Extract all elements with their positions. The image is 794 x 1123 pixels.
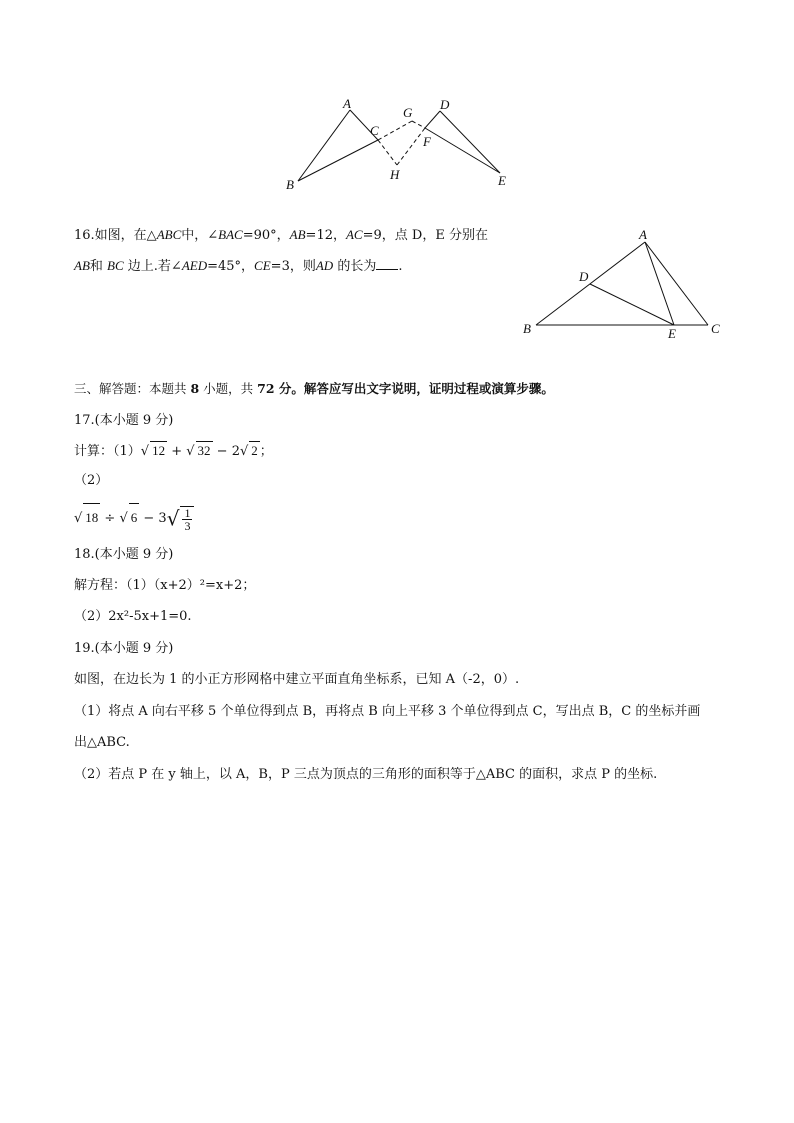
dashed-gf	[412, 121, 425, 128]
segment-df	[425, 111, 440, 128]
segment-ba	[536, 242, 645, 325]
label-a: A	[343, 96, 351, 111]
label-a: A	[639, 227, 647, 242]
q19-part1-line1: （1）将点 A 向右平移 5 个单位得到点 B，再将点 B 向上平移 3 个单位得到点 C，写出点 B，C 的坐标并画	[74, 704, 701, 719]
q18-part2: （2）2x²-5x+1=0.	[74, 609, 192, 624]
label-h: H	[390, 167, 400, 182]
answer-blank	[376, 257, 398, 270]
q18-part1: 解方程：（1）（x+2）²=x+2；	[74, 578, 256, 593]
segment-ac	[645, 242, 708, 325]
q17-title: 17.(本小题 9 分)	[74, 413, 174, 428]
label-f: F	[423, 134, 431, 149]
q16-line1: 16.如图，在△ABC中，∠BAC=90°，AB=12，AC=9，点 D，E 分别在	[74, 227, 488, 243]
q19-part2: （2）若点 P 在 y 轴上，以 A，B，P 三点为顶点的三角形的面积等于△ABC 的面积，求点 P 的坐标.	[74, 767, 658, 782]
label-e: E	[498, 173, 506, 188]
dashed-cg	[378, 121, 412, 140]
figure-two-triangles	[280, 95, 520, 195]
q17-part2-expression: √ 18 ÷ √ 6 − 3√ $\frac{1}{3}$	[74, 503, 194, 533]
segment-bc	[298, 140, 378, 181]
label-c: C	[711, 321, 720, 336]
label-e: E	[668, 326, 676, 340]
label-d: D	[579, 269, 589, 284]
label-g: G	[403, 105, 413, 120]
label-d: D	[440, 97, 450, 112]
segment-ab	[298, 110, 350, 181]
figure-triangle-abc	[518, 225, 728, 340]
dashed-ch	[378, 140, 397, 165]
q17-part2-label: （2）	[74, 473, 109, 488]
q17-part1: 计算：（1）√ 12 + √ 32 − 2√ 2 ；	[74, 443, 273, 459]
q19-part1-line2: 出△ABC.	[74, 735, 130, 750]
q19-title: 19.(本小题 9 分)	[74, 641, 174, 656]
q18-title: 18.(本小题 9 分)	[74, 547, 174, 562]
q16-line2: AB和 BC 边上.若∠AED=45°，CE=3，则AD 的长为 .	[74, 258, 403, 274]
label-c: C	[370, 123, 379, 138]
dashed-hf	[397, 128, 425, 165]
label-b: B	[523, 321, 531, 336]
q19-intro: 如图，在边长为 1 的小正方形网格中建立平面直角坐标系，已知 A（-2，0）.	[74, 672, 520, 687]
section-3-heading: 三、解答题：本题共 8 小题，共 72 分。解答应写出文字说明，证明过程或演算步骤。	[74, 381, 554, 396]
label-b: B	[286, 177, 294, 192]
